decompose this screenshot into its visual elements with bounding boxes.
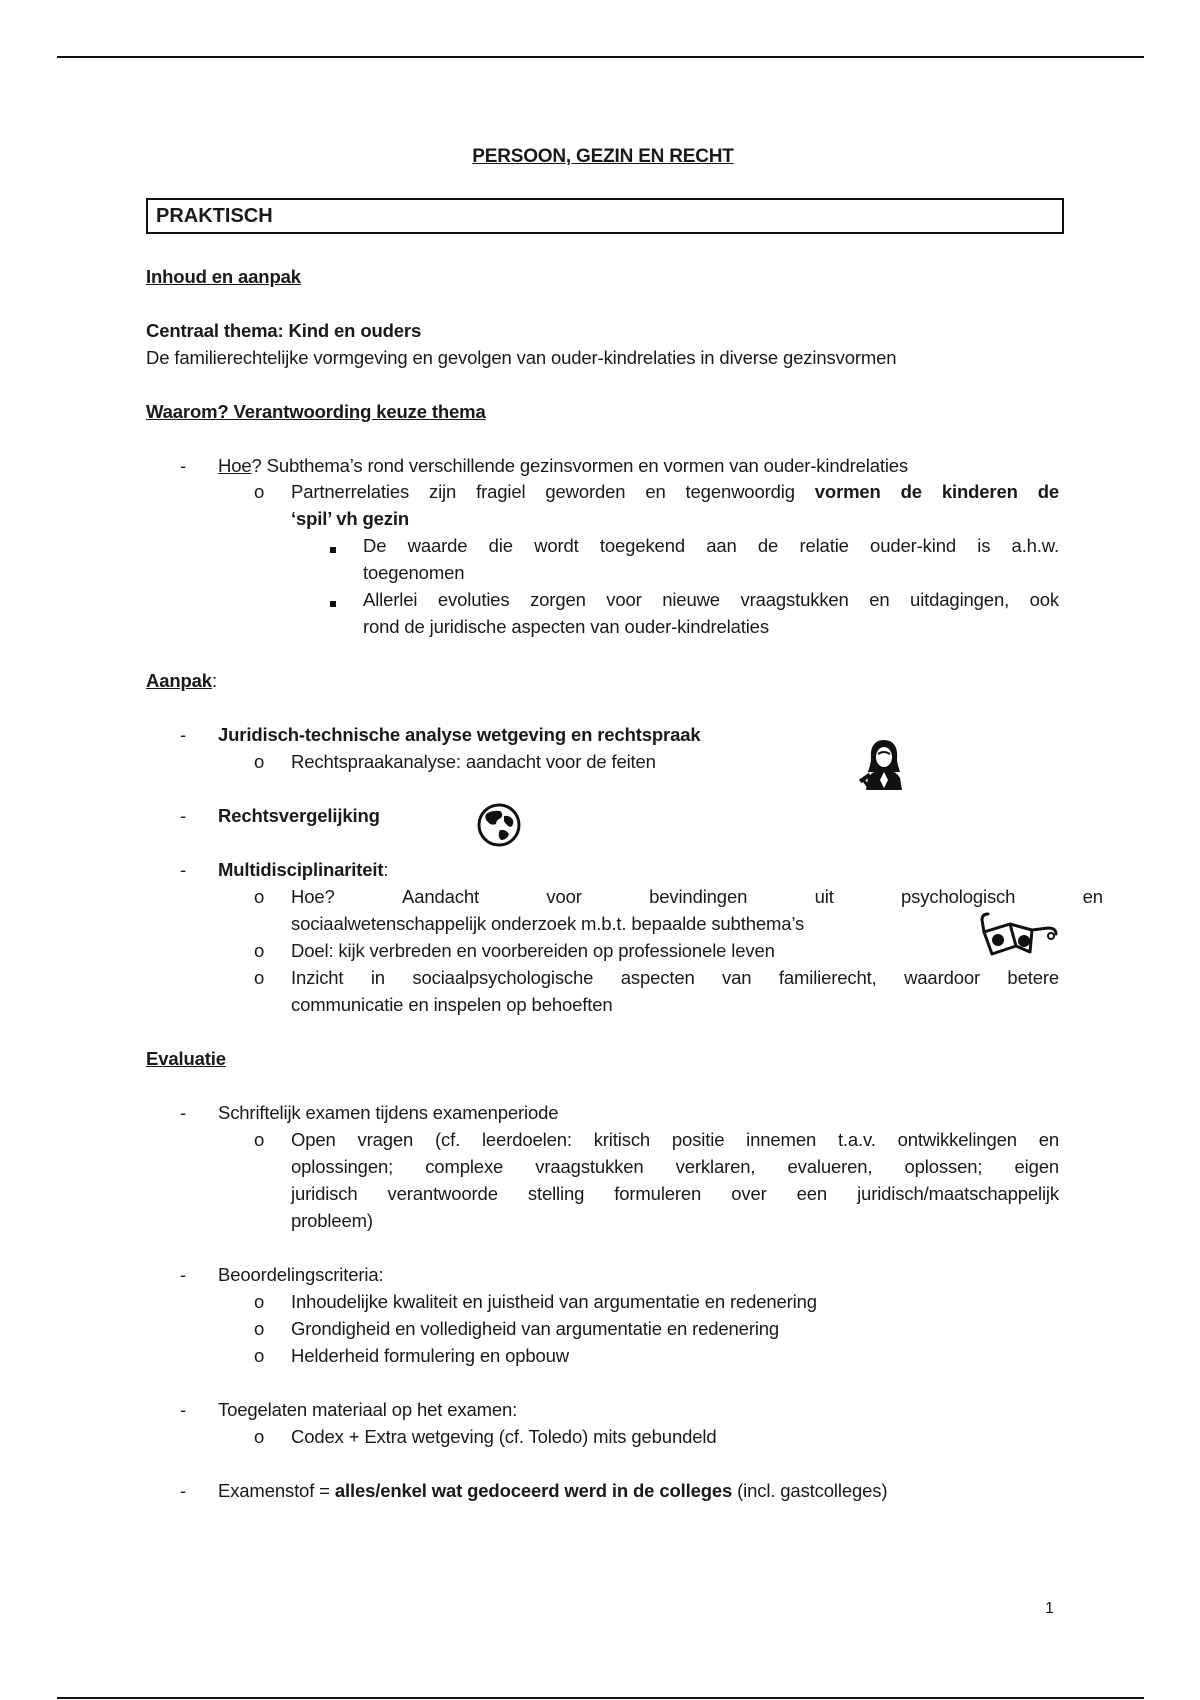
aanpak-item-juridisch: Juridisch-technische analyse wetgeving en rechtspraak (218, 724, 701, 745)
word: Aandacht (402, 886, 479, 907)
eval-schriftelijk: Schriftelijk examen tijdens examenperiode (218, 1102, 559, 1123)
aanpak-item-multi: Multidisciplinariteit (218, 859, 384, 880)
section-header: PRAKTISCH (146, 198, 1064, 234)
word: en (1082, 886, 1103, 907)
partner-line-1 (291, 478, 1059, 505)
document-title: PERSOON, GEZIN EN RECHT (472, 146, 734, 167)
materiaal-codex: Codex + Extra wetgeving (cf. Toledo) mits gebundeld (291, 1426, 717, 1447)
central-theme-text: De familierechtelijke vormgeving en gevolgen van ouder-kindrelaties in diverse gezinsvormen (146, 347, 897, 368)
waarde-line-1: De waarde die wordt toegekend aan de relatie ouder-kind is a.h.w. (363, 535, 1059, 556)
word: voor (546, 886, 582, 907)
page-number: 1 (1045, 1600, 1054, 1617)
list-bullet: - (180, 805, 187, 826)
list-bullet: - (180, 724, 187, 745)
waarom-heading: Waarom? Verantwoording keuze thema (146, 401, 486, 422)
aanpak-heading-line (146, 667, 217, 694)
square-bullet (330, 547, 340, 553)
multi-hoe-line-2: sociaalwetenschappelijk onderzoek m.b.t. bepaalde subthema’s (291, 913, 805, 934)
criterium-item: Inhoudelijke kwaliteit en juistheid van argumentatie en redenering (291, 1291, 817, 1312)
hoe-line (218, 452, 908, 479)
list-bullet: - (180, 1264, 187, 1285)
evoluties-line-2: rond de juridische aspecten van ouder-kindrelaties (363, 616, 769, 637)
examenstof-suffix: (incl. gastcolleges) (732, 1480, 888, 1501)
word: Hoe? (291, 886, 335, 907)
word: psychologisch (901, 886, 1016, 907)
open-vragen-line-2: oplossingen; complexe vraagstukken verklaren, evalueren, oplossen; eigen (291, 1156, 1059, 1177)
aanpak-heading: Aanpak (146, 670, 212, 691)
multi-doel: Doel: kijk verbreden en voorbereiden op professionele leven (291, 940, 775, 961)
list-bullet: o (254, 751, 265, 772)
multi-hoe-line-1 (291, 883, 1103, 910)
word: uit (814, 886, 834, 907)
list-bullet: - (180, 1480, 187, 1501)
hoe-text: ? Subthema’s rond verschillende gezinsvormen en vormen van ouder-kindrelaties (251, 455, 909, 476)
list-bullet: - (180, 1102, 187, 1123)
criterium-item: Grondigheid en volledigheid van argumentatie en redenering (291, 1318, 780, 1339)
list-bullet: - (180, 859, 187, 880)
open-vragen-line-3: juridisch verantwoorde stelling formuleren over een juridisch/maatschappelijk (291, 1183, 1059, 1204)
list-bullet: o (254, 1291, 265, 1312)
list-bullet: o (254, 940, 265, 961)
list-bullet: - (180, 455, 187, 476)
partner-text: Partnerrelaties zijn fragiel geworden en tegenwoordig (291, 481, 815, 502)
list-bullet: o (254, 1345, 265, 1366)
rechtspraak-sub: Rechtspraakanalyse: aandacht voor de feiten (291, 751, 656, 772)
list-bullet: o (254, 1426, 265, 1447)
list-bullet: - (180, 1399, 187, 1420)
eval-criteria: Beoordelingscriteria: (218, 1264, 384, 1285)
evaluatie-heading: Evaluatie (146, 1048, 226, 1069)
footer-rule (57, 1697, 1144, 1699)
square-bullet (330, 601, 340, 607)
list-bullet: o (254, 1129, 265, 1150)
criterium-item: Helderheid formulering en opbouw (291, 1345, 570, 1366)
waarde-line-2: toegenomen (363, 562, 465, 583)
central-theme-label: Centraal thema: Kind en ouders (146, 320, 422, 341)
word: bevindingen (649, 886, 748, 907)
multi-colon: : (383, 859, 389, 880)
aanpak-item-rechtsvergelijking: Rechtsvergelijking (218, 805, 380, 826)
open-vragen-line-1: Open vragen (cf. leerdoelen: kritisch positie innemen t.a.v. ontwikkelingen en (291, 1129, 1059, 1150)
evoluties-line-1: Allerlei evoluties zorgen voor nieuwe vraagstukken en uitdagingen, ook (363, 589, 1059, 610)
eval-materiaal: Toegelaten materiaal op het examen: (218, 1399, 518, 1420)
aanpak-colon: : (211, 670, 217, 691)
list-bullet: o (254, 886, 265, 907)
judge-icon (856, 736, 912, 792)
hoe-label: Hoe (218, 455, 252, 476)
header-rule (57, 56, 1144, 58)
list-bullet: o (254, 967, 265, 988)
aanpak-item-multi-line (218, 856, 388, 883)
open-vragen-line-4: probleem) (291, 1210, 373, 1231)
list-bullet: o (254, 1318, 265, 1339)
examenstof-prefix: Examenstof = (218, 1480, 335, 1501)
multi-inzicht-line-2: communicatie en inspelen op behoeften (291, 994, 613, 1015)
multi-inzicht-line-1: Inzicht in sociaalpsychologische aspecten van familierecht, waardoor betere (291, 967, 1059, 988)
examenstof-bold: alles/enkel wat gedoceerd werd in de colleges (334, 1480, 733, 1501)
eval-examenstof (218, 1477, 887, 1504)
3d-glasses-icon (980, 910, 1060, 962)
partner-bold: vormen de kinderen de (814, 481, 1059, 502)
list-bullet: o (254, 481, 265, 502)
globe-icon (476, 802, 522, 848)
inhoud-heading: Inhoud en aanpak (146, 266, 301, 287)
partner-line-2: ‘spil’ vh gezin (291, 508, 410, 529)
